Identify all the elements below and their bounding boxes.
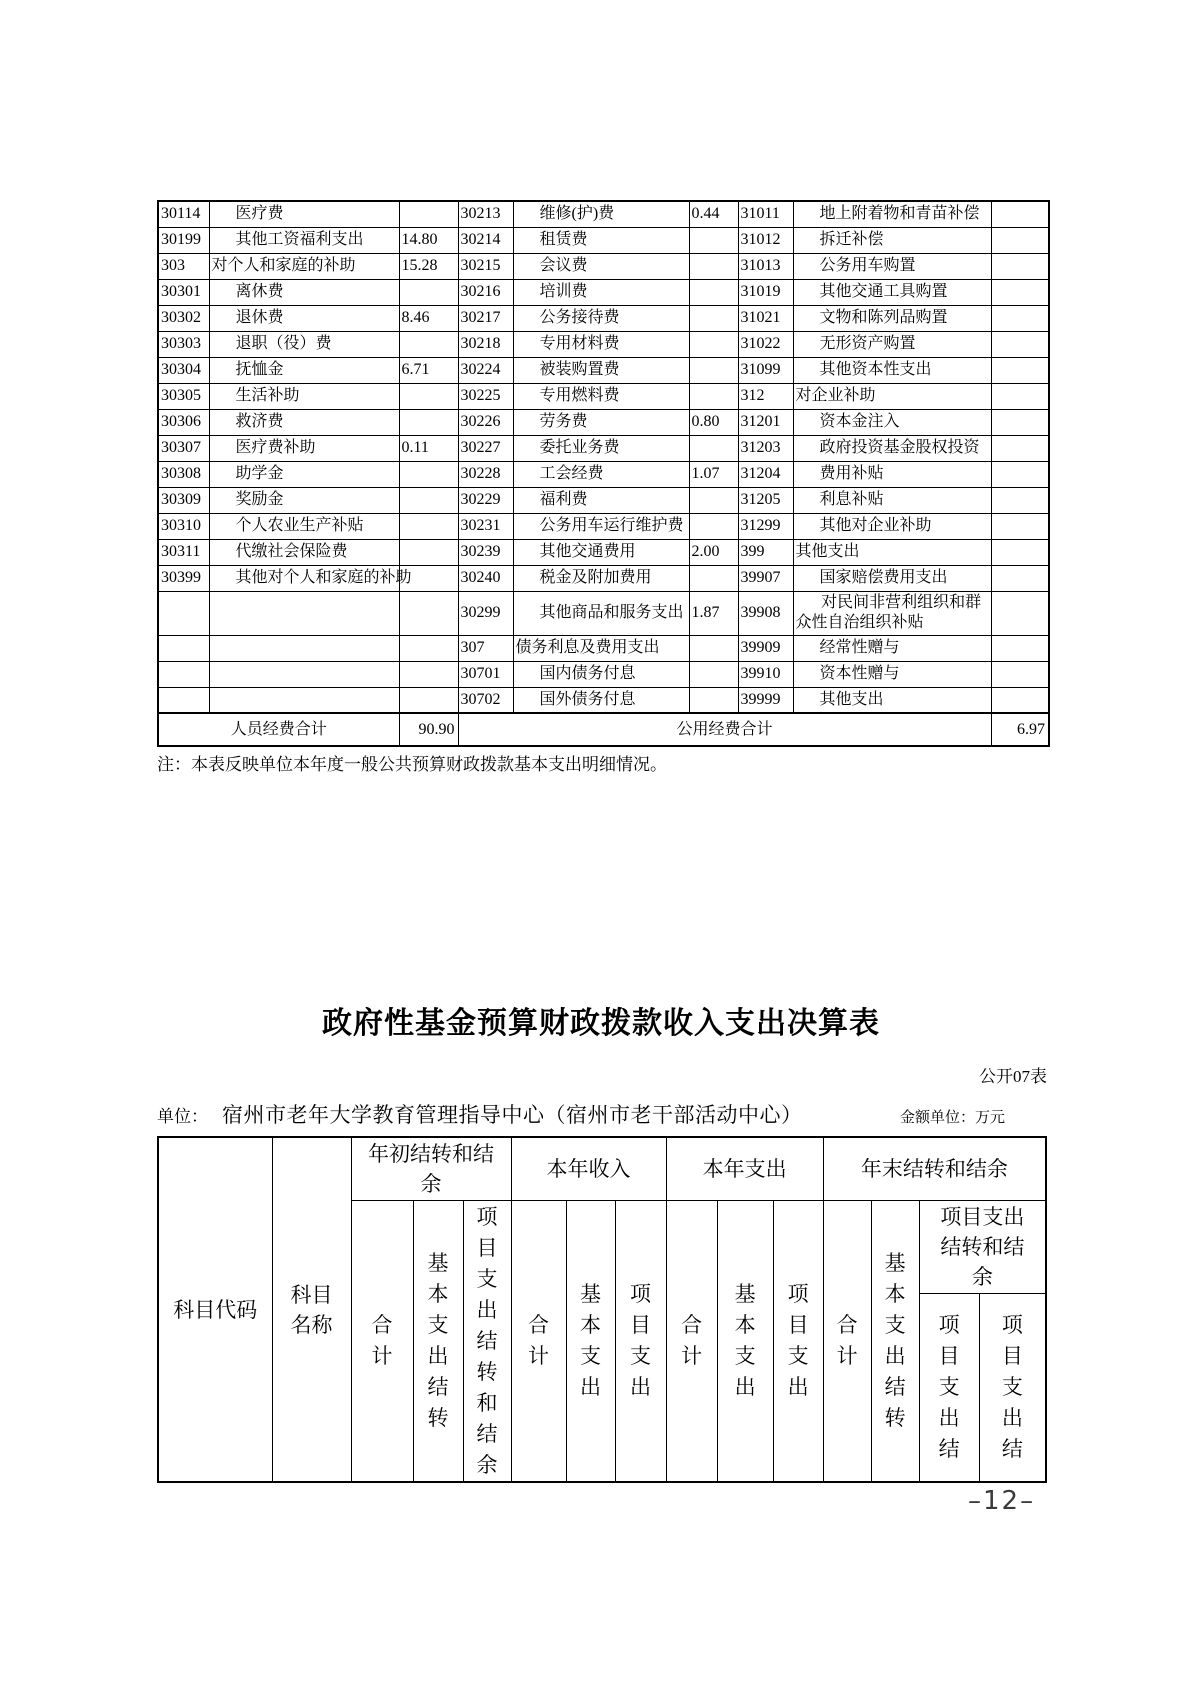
header-begin-total-text: 合计 bbox=[371, 1313, 393, 1368]
code-cell: 30225 bbox=[458, 383, 513, 409]
header-begin-project-carry-text: 项目支出结转和结余 bbox=[476, 1204, 498, 1477]
name-cell: 对民间非营利组织和群众性自治组织补贴 bbox=[793, 591, 991, 635]
header-end-project-remainder-text: 项目支出结 bbox=[1001, 1313, 1023, 1461]
name-cell bbox=[209, 661, 399, 687]
value-cell bbox=[991, 409, 1049, 435]
table-row bbox=[158, 687, 1049, 713]
code-cell: 39907 bbox=[738, 565, 793, 591]
code-cell: 31099 bbox=[738, 357, 793, 383]
value-cell bbox=[399, 331, 458, 357]
name-cell: 公务用车运行维护费 bbox=[513, 513, 689, 539]
code-cell: 30239 bbox=[458, 539, 513, 565]
value-cell bbox=[399, 687, 458, 713]
name-cell: 培训费 bbox=[513, 279, 689, 305]
name-cell: 奖励金 bbox=[209, 487, 399, 513]
code-cell: 30214 bbox=[458, 227, 513, 253]
name-cell: 其他支出 bbox=[793, 687, 991, 713]
value-cell: 2.00 bbox=[689, 539, 738, 565]
name-cell: 公务接待费 bbox=[513, 305, 689, 331]
header-income-basic-text: 基本支出 bbox=[580, 1282, 602, 1399]
value-cell: 1.87 bbox=[689, 591, 738, 635]
code-cell: 39999 bbox=[738, 687, 793, 713]
code-cell: 31021 bbox=[738, 305, 793, 331]
value-cell bbox=[689, 635, 738, 661]
public-total-value: 6.97 bbox=[991, 713, 1049, 746]
name-cell: 劳务费 bbox=[513, 409, 689, 435]
name-cell: 其他商品和服务支出 bbox=[513, 591, 689, 635]
value-cell bbox=[399, 409, 458, 435]
code-cell: 31204 bbox=[738, 461, 793, 487]
value-cell bbox=[399, 487, 458, 513]
value-cell bbox=[991, 487, 1049, 513]
name-cell: 国家赔偿费用支出 bbox=[793, 565, 991, 591]
value-cell bbox=[991, 687, 1049, 713]
personnel-total-value: 90.90 bbox=[399, 713, 458, 746]
value-cell bbox=[399, 201, 458, 227]
code-cell: 31022 bbox=[738, 331, 793, 357]
header-group-year-income: 本年收入 bbox=[511, 1137, 666, 1201]
page-number: –12– bbox=[968, 1486, 1036, 1516]
value-cell bbox=[991, 305, 1049, 331]
gov-fund-budget-table bbox=[157, 1136, 1047, 1483]
value-cell: 0.11 bbox=[399, 435, 458, 461]
code-cell: 30114 bbox=[158, 201, 209, 227]
code-cell: 30199 bbox=[158, 227, 209, 253]
value-cell bbox=[689, 383, 738, 409]
value-cell bbox=[399, 591, 458, 635]
code-cell: 39909 bbox=[738, 635, 793, 661]
name-cell: 救济费 bbox=[209, 409, 399, 435]
value-cell bbox=[991, 331, 1049, 357]
header-income-basic bbox=[566, 1201, 615, 1483]
code-cell: 30310 bbox=[158, 513, 209, 539]
unit-label: 单位： bbox=[157, 1107, 208, 1126]
name-cell: 专用材料费 bbox=[513, 331, 689, 357]
code-cell: 31203 bbox=[738, 435, 793, 461]
code-cell: 30301 bbox=[158, 279, 209, 305]
value-cell: 1.07 bbox=[689, 461, 738, 487]
name-cell: 代缴社会保险费 bbox=[209, 539, 399, 565]
value-cell bbox=[689, 227, 738, 253]
header-expense-basic-text: 基本支出 bbox=[734, 1282, 756, 1399]
code-cell: 31201 bbox=[738, 409, 793, 435]
value-cell bbox=[399, 539, 458, 565]
value-cell bbox=[399, 461, 458, 487]
name-cell: 租赁费 bbox=[513, 227, 689, 253]
header-income-project bbox=[615, 1201, 666, 1483]
totals-row bbox=[158, 713, 1049, 746]
header-expense-total bbox=[666, 1201, 717, 1483]
name-cell: 被装购置费 bbox=[513, 357, 689, 383]
code-cell: 30304 bbox=[158, 357, 209, 383]
header-subject-name bbox=[272, 1137, 351, 1482]
section-title: 政府性基金预算财政拨款收入支出决算表 bbox=[322, 1007, 880, 1040]
value-cell bbox=[689, 357, 738, 383]
value-cell: 6.71 bbox=[399, 357, 458, 383]
value-cell: 14.80 bbox=[399, 227, 458, 253]
table-code-label: 公开07表 bbox=[979, 1067, 1047, 1086]
table-note: 注：本表反映单位本年度一般公共预算财政拨款基本支出明细情况。 bbox=[157, 755, 667, 774]
name-cell: 对个人和家庭的补助 bbox=[209, 253, 399, 279]
value-cell bbox=[689, 487, 738, 513]
name-cell: 公务用车购置 bbox=[793, 253, 991, 279]
name-cell: 政府投资基金股权投资 bbox=[793, 435, 991, 461]
personnel-total-label: 人员经费合计 bbox=[158, 713, 399, 746]
name-cell bbox=[209, 635, 399, 661]
code-cell: 30215 bbox=[458, 253, 513, 279]
name-cell: 资本金注入 bbox=[793, 409, 991, 435]
name-cell: 对企业补助 bbox=[793, 383, 991, 409]
unit-name: 宿州市老年大学教育管理指导中心（宿州市老干部活动中心） bbox=[222, 1103, 803, 1127]
header-group-end-balance: 年末结转和结余 bbox=[823, 1137, 1046, 1201]
value-cell bbox=[399, 635, 458, 661]
value-cell bbox=[991, 635, 1049, 661]
code-cell: 30305 bbox=[158, 383, 209, 409]
table-row bbox=[158, 435, 1049, 461]
code-cell: 30307 bbox=[158, 435, 209, 461]
header-subject-code: 科目代码 bbox=[158, 1137, 272, 1482]
value-cell: 0.44 bbox=[689, 201, 738, 227]
code-cell: 30306 bbox=[158, 409, 209, 435]
table-row bbox=[158, 383, 1049, 409]
code-cell: 39908 bbox=[738, 591, 793, 635]
code-cell: 30231 bbox=[458, 513, 513, 539]
name-cell: 生活补助 bbox=[209, 383, 399, 409]
table-row bbox=[158, 565, 1049, 591]
header-end-project-carry-group: 项目支出结转和结余 bbox=[919, 1201, 1046, 1294]
value-cell bbox=[689, 687, 738, 713]
value-cell bbox=[689, 279, 738, 305]
code-cell bbox=[158, 687, 209, 713]
value-cell bbox=[991, 461, 1049, 487]
code-cell bbox=[158, 635, 209, 661]
table-row bbox=[158, 305, 1049, 331]
value-cell bbox=[991, 539, 1049, 565]
value-cell bbox=[399, 513, 458, 539]
value-cell bbox=[689, 565, 738, 591]
code-cell bbox=[158, 661, 209, 687]
name-cell bbox=[209, 591, 399, 635]
header-end-project-remainder bbox=[979, 1294, 1046, 1483]
table-row bbox=[158, 201, 1049, 227]
value-cell bbox=[689, 513, 738, 539]
name-cell: 文物和陈列品购置 bbox=[793, 305, 991, 331]
header-income-project-text: 项目支出 bbox=[630, 1282, 652, 1399]
table-row bbox=[158, 661, 1049, 687]
table2-header bbox=[158, 1137, 1046, 1482]
header-subject-name-text: 科目名称 bbox=[290, 1282, 333, 1337]
code-cell: 30302 bbox=[158, 305, 209, 331]
code-cell: 30216 bbox=[458, 279, 513, 305]
name-cell: 债务利息及费用支出 bbox=[513, 635, 689, 661]
name-cell: 税金及附加费用 bbox=[513, 565, 689, 591]
name-cell: 委托业务费 bbox=[513, 435, 689, 461]
basic-expenditure-detail-table bbox=[157, 200, 1050, 747]
public-total-label: 公用经费合计 bbox=[458, 713, 991, 746]
value-cell bbox=[399, 383, 458, 409]
value-cell bbox=[991, 357, 1049, 383]
value-cell bbox=[399, 279, 458, 305]
name-cell: 抚恤金 bbox=[209, 357, 399, 383]
table-row bbox=[158, 409, 1049, 435]
unit-line bbox=[157, 1099, 1045, 1129]
code-cell: 30299 bbox=[458, 591, 513, 635]
name-cell: 国内债务付息 bbox=[513, 661, 689, 687]
header-begin-basic-carry-text: 基本支出结转 bbox=[427, 1251, 449, 1430]
table-row bbox=[158, 253, 1049, 279]
name-cell: 其他工资福利支出 bbox=[209, 227, 399, 253]
name-cell: 利息补贴 bbox=[793, 487, 991, 513]
name-cell: 助学金 bbox=[209, 461, 399, 487]
code-cell: 30224 bbox=[458, 357, 513, 383]
value-cell bbox=[991, 279, 1049, 305]
name-cell: 个人农业生产补贴 bbox=[209, 513, 399, 539]
header-end-project-carryover bbox=[919, 1294, 979, 1483]
table-row bbox=[158, 227, 1049, 253]
header-begin-total bbox=[351, 1201, 413, 1483]
value-cell bbox=[991, 661, 1049, 687]
value-cell bbox=[689, 435, 738, 461]
code-cell: 39910 bbox=[738, 661, 793, 687]
code-cell: 303 bbox=[158, 253, 209, 279]
code-cell: 307 bbox=[458, 635, 513, 661]
name-cell: 离休费 bbox=[209, 279, 399, 305]
table-row bbox=[158, 513, 1049, 539]
value-cell bbox=[689, 253, 738, 279]
name-cell: 其他资本性支出 bbox=[793, 357, 991, 383]
name-cell: 地上附着物和青苗补偿 bbox=[793, 201, 991, 227]
value-cell bbox=[991, 383, 1049, 409]
header-group-year-expense: 本年支出 bbox=[666, 1137, 823, 1201]
code-cell: 30218 bbox=[458, 331, 513, 357]
table-row bbox=[158, 279, 1049, 305]
code-cell: 30213 bbox=[458, 201, 513, 227]
name-cell: 无形资产购置 bbox=[793, 331, 991, 357]
header-expense-project-text: 项目支出 bbox=[787, 1282, 809, 1399]
name-cell: 其他交通工具购置 bbox=[793, 279, 991, 305]
code-cell: 30227 bbox=[458, 435, 513, 461]
code-cell: 31011 bbox=[738, 201, 793, 227]
name-cell: 医疗费 bbox=[209, 201, 399, 227]
header-income-total-text: 合计 bbox=[528, 1313, 550, 1368]
code-cell: 30702 bbox=[458, 687, 513, 713]
value-cell bbox=[991, 201, 1049, 227]
table-row bbox=[158, 461, 1049, 487]
table-row bbox=[158, 487, 1049, 513]
name-cell: 其他支出 bbox=[793, 539, 991, 565]
name-cell: 其他交通费用 bbox=[513, 539, 689, 565]
code-cell: 30399 bbox=[158, 565, 209, 591]
value-cell bbox=[689, 331, 738, 357]
value-cell bbox=[991, 253, 1049, 279]
value-cell bbox=[991, 435, 1049, 461]
table-row bbox=[158, 539, 1049, 565]
code-cell: 30309 bbox=[158, 487, 209, 513]
header-end-total-text: 合计 bbox=[836, 1313, 858, 1368]
table-row bbox=[158, 591, 1049, 635]
table-row bbox=[158, 357, 1049, 383]
value-cell bbox=[991, 513, 1049, 539]
name-cell: 经常性赠与 bbox=[793, 635, 991, 661]
value-cell bbox=[399, 661, 458, 687]
table-footer bbox=[158, 713, 1049, 746]
name-cell: 福利费 bbox=[513, 487, 689, 513]
table-body bbox=[158, 201, 1049, 713]
name-cell: 维修(护)费 bbox=[513, 201, 689, 227]
name-cell: 退休费 bbox=[209, 305, 399, 331]
header-end-basic-carry bbox=[871, 1201, 919, 1483]
header-expense-basic bbox=[717, 1201, 773, 1483]
code-cell: 399 bbox=[738, 539, 793, 565]
name-cell: 拆迁补偿 bbox=[793, 227, 991, 253]
code-cell: 30311 bbox=[158, 539, 209, 565]
code-cell: 30303 bbox=[158, 331, 209, 357]
code-cell: 312 bbox=[738, 383, 793, 409]
name-cell: 医疗费补助 bbox=[209, 435, 399, 461]
value-cell bbox=[991, 227, 1049, 253]
name-cell bbox=[209, 687, 399, 713]
name-cell: 费用补贴 bbox=[793, 461, 991, 487]
table-row bbox=[158, 635, 1049, 661]
header-end-project-carryover-text: 项目支出结 bbox=[938, 1313, 960, 1461]
header-group-begin-balance: 年初结转和结余 bbox=[351, 1137, 511, 1201]
value-cell bbox=[991, 591, 1049, 635]
code-cell: 30217 bbox=[458, 305, 513, 331]
header-expense-total-text: 合计 bbox=[681, 1313, 703, 1368]
code-cell: 30226 bbox=[458, 409, 513, 435]
header-group-row bbox=[158, 1137, 1046, 1201]
code-cell: 31019 bbox=[738, 279, 793, 305]
code-cell: 31013 bbox=[738, 253, 793, 279]
code-cell: 30701 bbox=[458, 661, 513, 687]
name-cell: 资本性赠与 bbox=[793, 661, 991, 687]
name-cell: 其他对个人和家庭的补助 bbox=[209, 565, 399, 591]
code-cell: 30308 bbox=[158, 461, 209, 487]
code-cell: 30228 bbox=[458, 461, 513, 487]
code-cell: 31012 bbox=[738, 227, 793, 253]
code-cell: 30229 bbox=[458, 487, 513, 513]
header-expense-project bbox=[773, 1201, 823, 1483]
value-cell: 15.28 bbox=[399, 253, 458, 279]
value-cell bbox=[689, 305, 738, 331]
name-cell: 其他对企业补助 bbox=[793, 513, 991, 539]
header-begin-project-carry bbox=[463, 1201, 511, 1483]
code-cell: 31299 bbox=[738, 513, 793, 539]
code-cell: 31205 bbox=[738, 487, 793, 513]
value-cell bbox=[991, 565, 1049, 591]
value-cell: 8.46 bbox=[399, 305, 458, 331]
header-income-total bbox=[511, 1201, 566, 1483]
name-cell: 国外债务付息 bbox=[513, 687, 689, 713]
name-cell: 会议费 bbox=[513, 253, 689, 279]
name-cell: 工会经费 bbox=[513, 461, 689, 487]
name-cell: 退职（役）费 bbox=[209, 331, 399, 357]
amount-unit-label: 金额单位：万元 bbox=[899, 1110, 1005, 1126]
table-row bbox=[158, 331, 1049, 357]
name-cell: 专用燃料费 bbox=[513, 383, 689, 409]
value-cell bbox=[689, 661, 738, 687]
code-cell bbox=[158, 591, 209, 635]
value-cell: 0.80 bbox=[689, 409, 738, 435]
header-end-total bbox=[823, 1201, 871, 1483]
header-end-basic-carry-text: 基本支出结转 bbox=[884, 1251, 906, 1430]
header-begin-basic-carry bbox=[413, 1201, 463, 1483]
code-cell: 30240 bbox=[458, 565, 513, 591]
